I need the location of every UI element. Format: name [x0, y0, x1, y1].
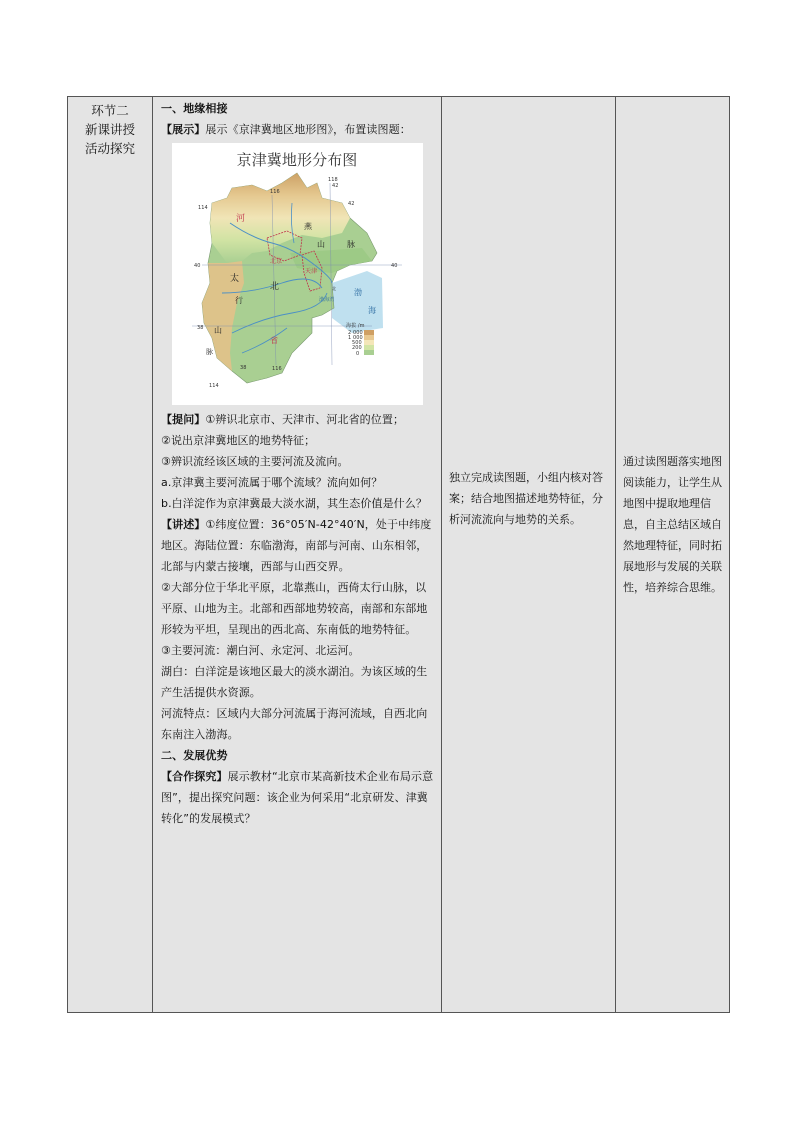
label-bei2: 北: [332, 286, 337, 291]
stage-line-1: 环节二: [91, 103, 129, 118]
explain-label: 【讲述】: [161, 518, 206, 531]
question-1: ①辨识北京市、天津市、河北省的位置；: [205, 413, 405, 426]
legend-value-0: 0: [356, 351, 360, 357]
design-intent-text: 通过读图题落实地图阅读能力，让学生从地图中提取地理信息，自主总结区域自然地理特征，同时拓展地形与发展的关联性，培养综合思维。: [623, 455, 722, 594]
terrain-map: [172, 143, 423, 405]
coop-label: 【合作探究】: [161, 770, 228, 783]
lat-label-42-right: 42: [348, 201, 355, 207]
display-label: 【展示】: [161, 123, 206, 136]
legend-value-200: 200: [352, 345, 362, 351]
section2-title: 二、发展优势: [161, 749, 228, 762]
label-yan: 燕: [304, 222, 313, 231]
teacher-activity-cell: [153, 97, 442, 1013]
label-bohaiwan: 渤海湾: [319, 297, 335, 303]
legend-value-2000: 2 000: [348, 330, 363, 336]
explain-paragraph-1: [161, 514, 437, 577]
section1-title: 一、地缘相接: [161, 102, 228, 115]
legend-value-1000: 1 000: [348, 335, 363, 341]
map-title: 京津冀地形分布图: [236, 151, 358, 169]
label-hai: 海: [368, 306, 377, 315]
coop-paragraph: [161, 766, 437, 829]
label-mai2: 脉: [206, 348, 214, 356]
stage-line-2: 新课讲授: [84, 122, 135, 137]
label-tianjin: 天津: [305, 268, 318, 275]
label-beijing: 北京: [270, 258, 283, 265]
explain-paragraph-2: ②大部分位于华北平原，北靠燕山，西倚太行山脉，以平原、山地为主。北部和西部地势较高，南部和东部地形较为平坦，呈现出的西北高、东南低的地势特征。: [161, 581, 428, 636]
question-2: ②说出京津冀地区的地势特征；: [161, 434, 316, 447]
legend-swatch-0: [364, 350, 374, 355]
lon-label-116-bottom: 116: [272, 366, 282, 372]
question-label: 【提问】: [161, 413, 206, 426]
question-paragraph: [161, 409, 437, 430]
question-a: a.京津冀主要河流属于哪个流域？流向如何？: [161, 476, 383, 489]
lat-label-38-left: 38: [197, 325, 204, 331]
display-paragraph: [161, 119, 437, 140]
label-tai: 太: [230, 274, 240, 284]
lat-label-40-left: 40: [194, 263, 201, 269]
question-3: ③辨识流经该区域的主要河流及流向。: [161, 455, 349, 468]
label-shan2: 山: [214, 326, 223, 335]
display-text: 展示《京津冀地区地形图》，布置读图题：: [205, 123, 411, 136]
label-shan: 山: [317, 240, 326, 249]
label-hang: 行: [235, 296, 244, 305]
legend-swatch-1000: [364, 335, 374, 340]
label-he: 河: [236, 214, 246, 224]
student-activity-cell: [442, 97, 616, 1013]
legend-value-500: 500: [352, 340, 362, 346]
explain-paragraph-3: ③主要河流：潮白河、永定河、北运河。: [161, 644, 360, 657]
legend-swatch-200: [364, 345, 374, 350]
explain-text-1: ①纬度位置：36°05′N-42°40′N，处于中纬度地区。海陆位置：东临渤海，南部与河南、山东相邻，北部与内蒙古接壤，西部与山西交界。: [161, 518, 432, 573]
coop-text: 展示教材“北京市某高新技术企业布局示意图”，提出探究问题：该企业为何采用“北京研发、津冀转化”的发展模式？: [161, 770, 434, 825]
question-b: b.白洋淀作为京津冀最大淡水湖，其生态价值是什么？: [161, 497, 427, 510]
lon-label-118-top: 118: [328, 177, 338, 183]
label-bei: 北: [270, 282, 280, 292]
lat-label-38-bottom: 38: [240, 365, 247, 371]
explain-paragraph-4: 湖白：白洋淀是该地区最大的淡水湖泊。为该区域的生产生活提供水资源。: [161, 665, 428, 699]
label-sheng: 省: [270, 336, 279, 345]
lesson-plan-table: [67, 96, 730, 1013]
stage-line-3: 活动探究: [84, 141, 135, 156]
terrain-map-svg: [172, 143, 423, 405]
lat-label-40-right: 40: [391, 263, 398, 269]
lon-label-114-left: 114: [198, 205, 208, 211]
stage-label: [68, 97, 152, 158]
legend-title: 海拔 /m: [346, 323, 365, 329]
lon-label-116-top: 116: [270, 189, 280, 195]
lat-label-42-top: 42: [332, 183, 339, 189]
legend-swatch-500: [364, 340, 374, 345]
stage-cell: [68, 97, 153, 1013]
legend-swatch-2000: [364, 330, 374, 335]
explain-paragraph-5: 河流特点：区域内大部分河流属于海河流域，自西北向东南注入渤海。: [161, 707, 428, 741]
design-intent-cell: [616, 97, 730, 1013]
student-activity-text: 独立完成读图题，小组内核对答案；结合地图描述地势特征，分析河流流向与地势的关系。: [449, 471, 603, 526]
label-mai: 脉: [347, 240, 356, 249]
label-bo: 渤: [354, 288, 363, 297]
lon-label-114-bottom: 114: [209, 383, 219, 389]
